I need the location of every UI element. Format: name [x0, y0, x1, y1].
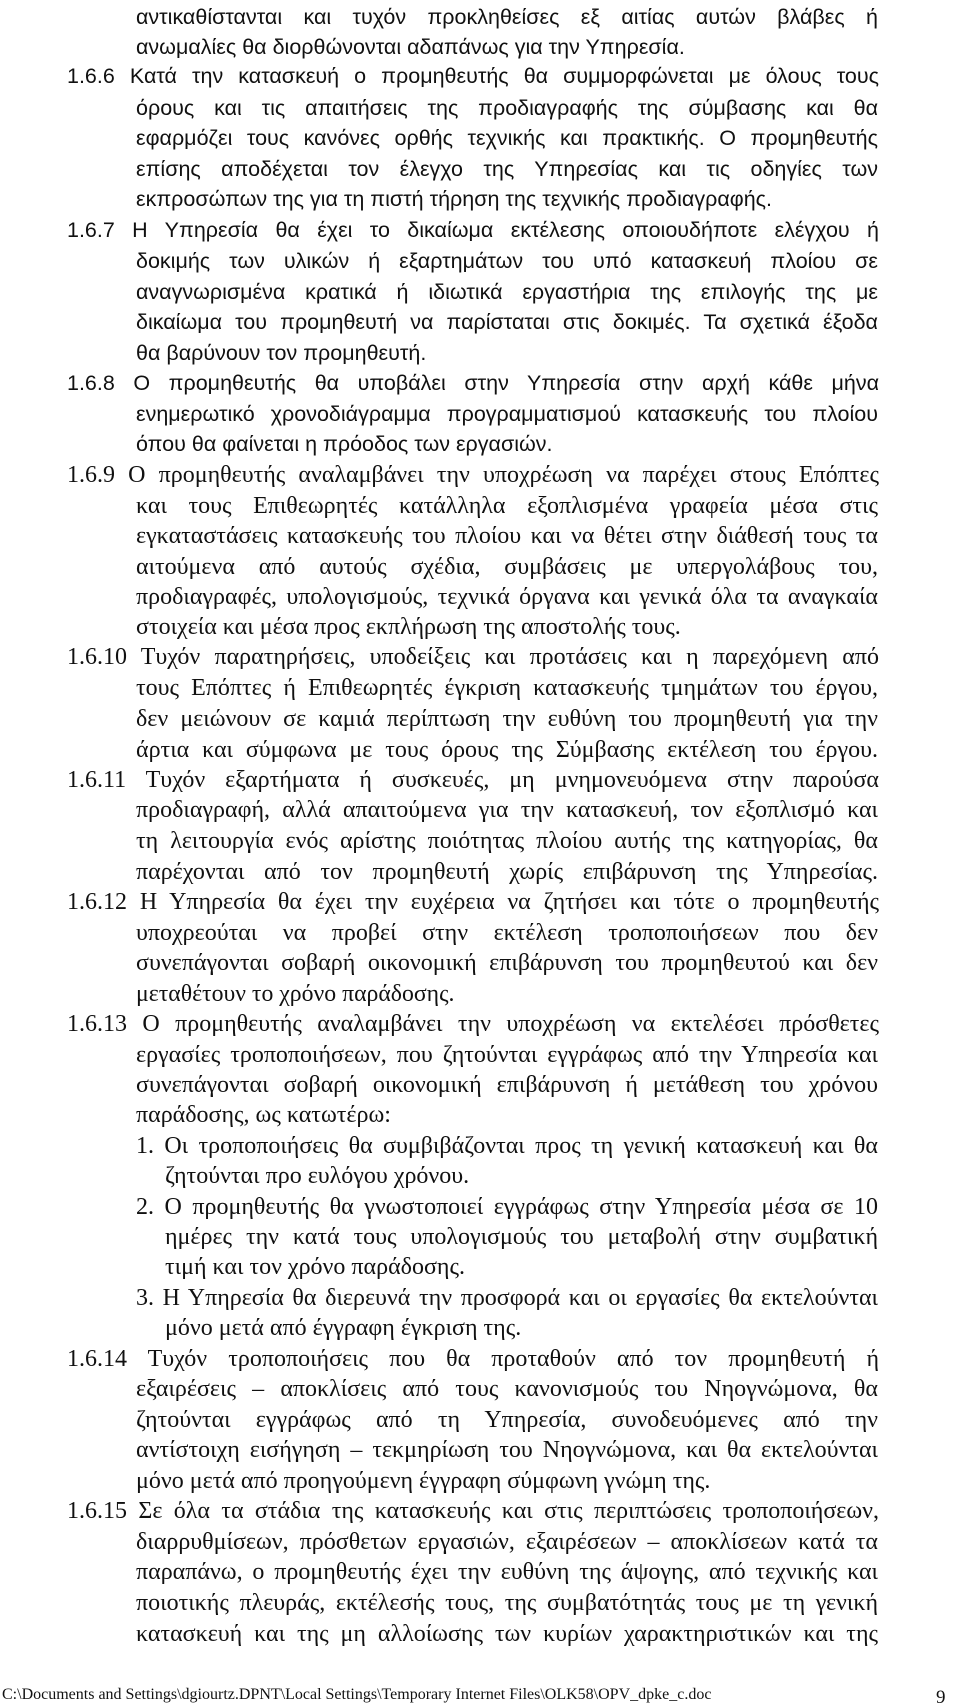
text-line: μόνο μετά από έγγραφη έγκριση της. — [165, 1315, 522, 1341]
text-line: εγκαταστάσεις κατασκευής του πλοίου και να θέτει στην διάθεσή τους τα — [136, 523, 878, 549]
text-line: ζητούνται προ ευλόγου χρόνου. — [165, 1163, 470, 1189]
text-line: συνεπάγονται σοβαρή οικονομική επιβάρυνση ή μετάθεση του χρόνου — [136, 1072, 878, 1098]
text-line: 1.6.14 Τυχόν τροποποιήσεις που θα προταθούν από τον προμηθευτή ή — [67, 1346, 879, 1372]
text-line: ποιοτικής πλευράς, εκτέλεσής τους, της συμβατότητάς τους με τη γενική — [136, 1590, 878, 1616]
text-line: τιμή και τον χρόνο παράδοσης. — [165, 1254, 465, 1280]
text-line: ημέρες την κατά τους υπολογισμούς του μεταβολή στην συμβατική — [165, 1224, 878, 1250]
text-line: μόνο μετά από προηγούμενη έγγραφη σύμφωνη γνώμη της. — [136, 1468, 711, 1494]
text-line: συνεπάγονται σοβαρή οικονομική επιβάρυνση του προμηθευτού και δεν — [136, 950, 878, 976]
text-line: δικαίωμα του προμηθευτή να παρίσταται στις δοκιμές. Τα σχετικά έξοδα — [136, 310, 878, 334]
text-line: επίσης αποδέχεται τον έλεγχο της Υπηρεσίας και τις οδηγίες των — [136, 157, 878, 181]
text-line: μεταθέτουν το χρόνο παράδοσης. — [136, 981, 455, 1007]
text-line: 1.6.8 Ο προμηθευτής θα υποβάλει στην Υπηρεσία στην αρχή κάθε μήνα — [67, 371, 879, 395]
text-line: άρτια και σύμφωνα με τους όρους της Σύμβασης εκτέλεση του έργου. — [136, 737, 878, 763]
text-line: παρέχονται από τον προμηθευτή χωρίς επιβάρυνση της Υπηρεσίας. — [136, 859, 878, 885]
text-line: θα βαρύνουν τον προμηθευτή. — [136, 341, 427, 365]
text-line: προδιαγραφή, αλλά απαιτούμενα για την κατασκευή, τον εξοπλισμό και — [136, 797, 878, 823]
text-line: δεν μειώνουν σε καμιά περίπτωση την ευθύνη του προμηθευτή για την — [136, 706, 878, 732]
text-line: εφαρμόζει τους κανόνες ορθής τεχνικής και πρακτικής. Ο προμηθευτής — [136, 126, 878, 150]
text-line: 1.6.11 Τυχόν εξαρτήματα ή συσκευές, μη μνημονευόμενα στην παρούσα — [67, 767, 879, 793]
text-line: και τους Επιθεωρητές κατάλληλα εξοπλισμένα γραφεία μέσα στις — [136, 493, 878, 519]
text-line: στοιχεία και μέσα προς εκπλήρωση της αποστολής τους. — [136, 614, 681, 640]
text-line: τη λειτουργία ενός αρίστης ποιότητας πλοίου αυτής της κατηγορίας, θα — [136, 828, 878, 854]
text-line: υποχρεούται να προβεί στην εκτέλεση τροποποιήσεων που δεν — [136, 920, 878, 946]
text-line: προδιαγραφές, υπολογισμούς, τεχνικά όργανα και γενικά όλα τα αναγκαία — [136, 584, 878, 610]
document-file-path: C:\Documents and Settings\dgiourtz.DPNT\Local Settings\Temporary Internet Files\OLK58\OPV_dpke_c.doc — [2, 1686, 712, 1703]
text-line: δοκιμής των υλικών ή εξαρτημάτων του υπό κατασκευή πλοίου σε — [136, 249, 878, 273]
text-line: 1. Οι τροποποιήσεις θα συμβιβάζονται προς τη γενική κατασκευή και θα — [136, 1133, 878, 1159]
text-line: αιτούμενα από αυτούς σχέδια, συμβάσεις με υπεργολάβους του, — [136, 554, 878, 580]
text-line: τους Επόπτες ή Επιθεωρητές έγκριση κατασκευής τμημάτων του έργου, — [136, 675, 878, 701]
text-line: αντίστοιχη εισήγηση – τεκμηρίωση του Νηογνώμονα, και θα εκτελούνται — [136, 1437, 878, 1463]
text-line: αντικαθίστανται και τυχόν προκληθείσες εξ αιτίας αυτών βλάβες ή — [136, 5, 878, 29]
text-line: 1.6.13 Ο προμηθευτής αναλαμβάνει την υποχρέωση να εκτελέσει πρόσθετες — [67, 1011, 879, 1037]
text-line: όρους και τις απαιτήσεις της προδιαγραφής της σύμβασης και θα — [136, 96, 878, 120]
text-line: παράδοσης, ως κατωτέρω: — [136, 1102, 391, 1128]
text-line: παραπάνω, ο προμηθευτής έχει την ευθύνη της άψογης, από τεχνικής και — [136, 1559, 878, 1585]
text-line: εξαιρέσεις – αποκλίσεις από τους κανονισμούς του Νηογνώμονα, θα — [136, 1376, 878, 1402]
text-line: 1.6.9 Ο προμηθευτής αναλαμβάνει την υποχρέωση να παρέχει στους Επόπτες — [67, 462, 879, 488]
text-line: 1.6.6 Κατά την κατασκευή ο προμηθευτής θα συμμορφώνεται με όλους τους — [67, 64, 879, 88]
page-number: 9 — [936, 1687, 946, 1708]
text-line: 1.6.10 Τυχόν παρατηρήσεις, υποδείξεις και προτάσεις και η παρεχόμενη από — [67, 644, 879, 670]
text-line: ζητούνται εγγράφως από τη Υπηρεσία, συνοδευόμενες από την — [136, 1407, 878, 1433]
text-line: εκπροσώπων της για τη πιστή τήρηση της τεχνικής προδιαγραφής. — [136, 187, 772, 211]
text-line: διαρρυθμίσεων, πρόσθετων εργασιών, εξαιρέσεων – αποκλίσεων κατά τα — [136, 1529, 878, 1555]
text-line: εργασίες τροποποιήσεων, που ζητούνται εγγράφως από την Υπηρεσία και — [136, 1042, 878, 1068]
text-line: κατασκευή και της μη αλλοίωσης των κυρίων χαρακτηριστικών και της — [136, 1621, 878, 1647]
text-line: ενημερωτικό χρονοδιάγραμμα προγραμματισμού κατασκευής του πλοίου — [136, 402, 878, 426]
text-line: ανωμαλίες θα διορθώνονται αδαπάνως για την Υπηρεσία. — [136, 35, 685, 59]
text-line: αναγνωρισμένα κρατικά ή ιδιωτικά εργαστήρια της επιλογής της με — [136, 280, 878, 304]
text-line: 1.6.7 Η Υπηρεσία θα έχει το δικαίωμα εκτέλεσης οποιουδήποτε ελέγχου ή — [67, 218, 879, 242]
text-line: όπου θα φαίνεται η πρόοδος των εργασιών. — [136, 432, 553, 456]
text-line: 1.6.12 Η Υπηρεσία θα έχει την ευχέρεια να ζητήσει και τότε ο προμηθευτής — [67, 889, 879, 915]
text-line: 3. Η Υπηρεσία θα διερευνά την προσφορά και οι εργασίες θα εκτελούνται — [136, 1285, 878, 1311]
text-line: 1.6.15 Σε όλα τα στάδια της κατασκευής και στις περιπτώσεις τροποποιήσεων, — [67, 1498, 879, 1524]
text-line: 2. Ο προμηθευτής θα γνωστοποιεί εγγράφως στην Υπηρεσία μέσα σε 10 — [136, 1194, 878, 1220]
